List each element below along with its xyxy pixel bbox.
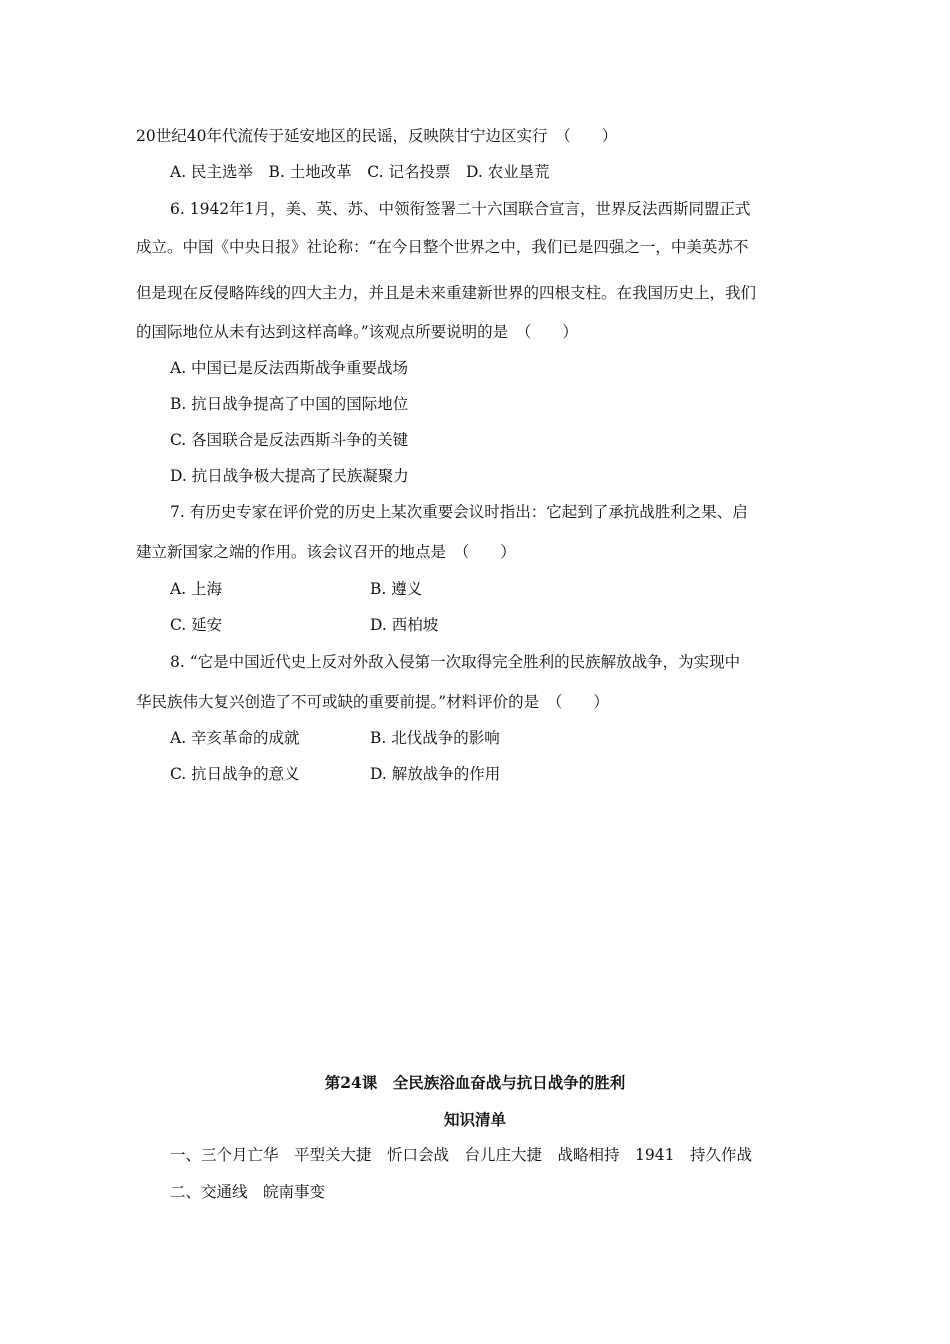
q5-options: A. 民主选举 B. 土地改革 C. 记名投票 D. 农业垦荒 [170, 163, 550, 181]
lesson-title: 第24课 全民族浴血奋战与抗日战争的胜利 [324, 1073, 626, 1092]
q7-option-c: C. 延安 [170, 616, 223, 634]
q6-option-c: C. 各国联合是反法西斯斗争的关键 [170, 431, 409, 449]
q8-option-d: D. 解放战争的作用 [370, 765, 501, 783]
lesson-item-1: 一、三个月亡华 平型关大捷 忻口会战 台儿庄大捷 战略相持 1941 持久作战 [170, 1146, 752, 1164]
q7-stem-line-1: 7. 有历史专家在评价党的历史上某次重要会议时指出：它起到了承抗战胜利之果、启 [170, 503, 748, 521]
q8-stem-line-1: 8. “它是中国近代史上反对外敌入侵第一次取得完全胜利的民族解放战争，为实现中 [170, 653, 741, 671]
q6-stem-line-2: 成立。中国《中央日报》社论称：“在今日整个世界之中，我们已是四强之一，中美英苏不 [136, 238, 749, 256]
q6-stem-line-1: 6. 1942年1月，美、英、苏、中领衔签署二十六国联合宣言，世界反法西斯同盟正式 [170, 200, 751, 218]
q6-stem-line-3: 但是现在反侵略阵线的四大主力，并且是未来重建新世界的四根支柱。在我国历史上，我们 [136, 284, 757, 302]
q6-stem-line-4: 的国际地位从未有达到这样高峰。”该观点所要说明的是 （ ） [136, 323, 578, 341]
q6-option-b: B. 抗日战争提高了中国的国际地位 [170, 395, 409, 413]
q8-option-c: C. 抗日战争的意义 [170, 765, 300, 783]
q7-option-d: D. 西柏坡 [370, 616, 439, 634]
q5-stem: 20世纪40年代流传于延安地区的民谣，反映陕甘宁边区实行 （ ） [136, 127, 618, 145]
q7-option-a: A. 上海 [170, 580, 223, 598]
lesson-item-2: 二、交通线 皖南事变 [170, 1183, 326, 1201]
q6-option-d: D. 抗日战争极大提高了民族凝聚力 [170, 467, 409, 485]
q8-stem-line-2: 华民族伟大复兴创造了不可或缺的重要前提。”材料评价的是 （ ） [136, 693, 609, 711]
q7-option-b: B. 遵义 [370, 580, 423, 598]
q6-option-a: A. 中国已是反法西斯战争重要战场 [170, 359, 409, 377]
lesson-subtitle: 知识清单 [443, 1110, 506, 1129]
q8-option-a: A. 辛亥革命的成就 [170, 729, 300, 747]
q8-option-b: B. 北伐战争的影响 [370, 729, 500, 747]
q7-stem-line-2: 建立新国家之端的作用。该会议召开的地点是 （ ） [136, 543, 516, 561]
